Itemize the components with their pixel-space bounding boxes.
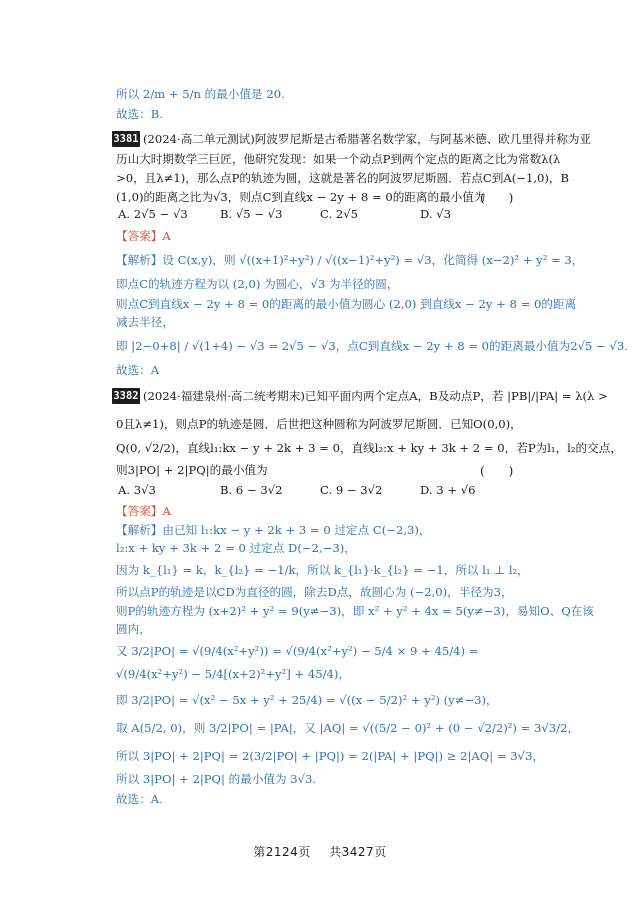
question-text-line: (2024·福建泉州·高二统考期末)已知平面内两个定点A，B及动点P，若 |PB|/|PA| = λ(λ > bbox=[143, 389, 608, 403]
analysis-line: 即点C的轨迹方程为以 (2,0) 为圆心，√3 为半径的圆， bbox=[116, 277, 399, 291]
page-footer bbox=[0, 843, 640, 860]
question-text-line: 则3|PO| + 2|PQ|的最小值为 bbox=[116, 463, 268, 477]
question-number-badge: 3382 bbox=[113, 390, 139, 402]
page-number: 第2124页 bbox=[253, 845, 311, 859]
prev-choice: 故选：B. bbox=[116, 107, 163, 121]
prev-conclusion: 所以 2/m + 5/n 的最小值是 20. bbox=[116, 87, 285, 101]
analysis-line: 则P的轨迹方程为 (x+2)² + y² = 9(y≠−3)，即 x² + y² + 4x = 5(y≠−3)，易知O、Q在该 bbox=[116, 604, 594, 618]
analysis-line: √(9/4(x²+y²) − 5/4[(x+2)²+y²] + 45/4)， bbox=[116, 667, 350, 681]
option-a: A. 2√5 − √3 bbox=[118, 207, 188, 221]
page-total: 共3427页 bbox=[329, 845, 387, 859]
option-b: B. √5 − √3 bbox=[220, 207, 283, 221]
question-text-line: (1,0)的距离之比为√3，则点C到直线x − 2y + 8 = 0的距离的最小值为 bbox=[116, 190, 486, 204]
question-text-line: >0，且λ≠1)，那么点P的轨迹为圆，这就是著名的阿波罗尼斯圆．若点C到A(−1,0)，B bbox=[116, 171, 570, 185]
analysis-line: 取 A(5/2, 0)，则 3/2|PO| = |PA|，又 |AQ| = √((5/2 − 0)² + (0 − √2/2)²) = 3√3/2， bbox=[116, 721, 580, 735]
analysis-line: 所以点P的轨迹是以CD为直径的圆，除去D点，故圆心为 (−2,0)，半径为3， bbox=[116, 585, 513, 599]
option-a: A. 3√3 bbox=[118, 483, 156, 497]
question-text-line: 历山大时期数学三巨匠，他研究发现：如果一个动点P到两个定点的距离之比为常数λ(λ bbox=[116, 152, 561, 166]
option-d: D. 3 + √6 bbox=[420, 483, 476, 497]
analysis-line: 又 3/2|PO| = √(9/4(x²+y²)) = √(9/4(x²+y²) − 5/4 × 9 + 45/4) = bbox=[116, 644, 479, 658]
option-b: B. 6 − 3√2 bbox=[220, 483, 283, 497]
analysis-line: 【解析】设 C(x,y)，则 √((x+1)²+y²) / √((x−1)²+y²) = √3，化简得 (x−2)² + y² = 3， bbox=[116, 253, 584, 267]
question-text-line: Q(0, √2/2)，直线l₁:kx − y + 2k + 3 = 0，直线l₂:x + ky + 3k + 2 = 0，若P为l₁，l₂的交点， bbox=[116, 441, 622, 455]
analysis-line: 故选：A. bbox=[116, 792, 163, 806]
analysis-line: l₂:x + ky + 3k + 2 = 0 过定点 D(−2,−3)， bbox=[116, 541, 356, 555]
option-d: D. √3 bbox=[420, 207, 452, 221]
analysis-line: 圆内， bbox=[116, 622, 151, 636]
question-text-line: (2024·高二单元测试)阿波罗尼斯是古希腊著名数学家，与阿基米德、欧几里得并称为亚 bbox=[143, 132, 592, 146]
option-c: C. 2√5 bbox=[320, 207, 358, 221]
analysis-line: 即 |2−0+8| / √(1+4) − √3 = 2√5 − √3，点C到直线x − 2y + 8 = 0的距离最小值为2√5 − √3. bbox=[116, 339, 628, 353]
option-c: C. 9 − 3√2 bbox=[320, 483, 383, 497]
answer-label: 【答案】A bbox=[116, 229, 171, 243]
answer-label: 【答案】A bbox=[116, 504, 171, 518]
analysis-line: 【解析】由已知 l₁:kx − y + 2k + 3 = 0 过定点 C(−2,3)， bbox=[116, 523, 431, 537]
analysis-line: 所以 3|PO| + 2|PQ| 的最小值为 3√3. bbox=[116, 772, 317, 786]
answer-blank: ( ) bbox=[480, 191, 514, 205]
question-text-line: 0且λ≠1)，则点P的轨迹是圆．后世把这种圆称为阿波罗尼斯圆．已知O(0,0)， bbox=[116, 417, 522, 431]
answer-blank: ( ) bbox=[480, 464, 514, 478]
analysis-line: 故选：A bbox=[116, 363, 160, 377]
analysis-line: 所以 3|PO| + 2|PQ| = 2(3/2|PO| + |PQ|) = 2(|PA| + |PQ|) ≥ 2|AQ| = 3√3， bbox=[116, 749, 545, 763]
analysis-line: 则点C到直线x − 2y + 8 = 0的距离的最小值为圆心 (2,0) 到直线x − 2y + 8 = 0的距离 bbox=[116, 297, 577, 311]
analysis-line: 即 3/2|PO| = √(x² − 5x + y² + 25/4) = √((x − 5/2)² + y²) (y≠−3)， bbox=[116, 693, 498, 707]
analysis-line: 因为 k_{l₁} = k，k_{l₂} = −1/k，所以 k_{l₁}·k_{l₂} = −1，所以 l₁ ⊥ l₂， bbox=[116, 563, 529, 577]
question-number-badge: 3381 bbox=[113, 133, 139, 145]
analysis-line: 减去半径， bbox=[116, 315, 174, 329]
